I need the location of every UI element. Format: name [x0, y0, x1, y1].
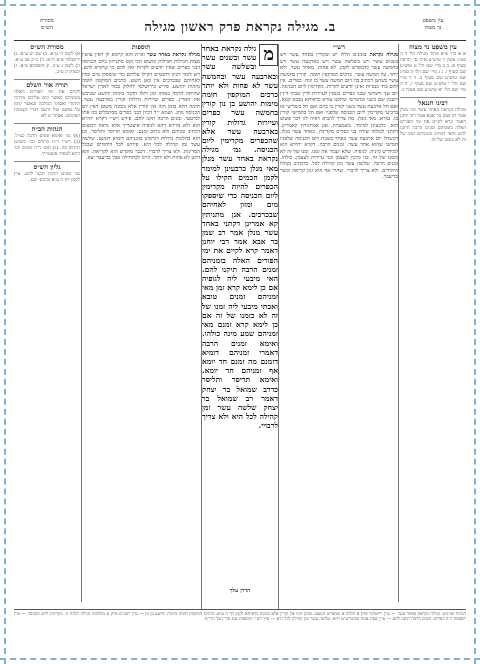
gilyon-hashas-heading: גליון הש״ס [14, 161, 80, 170]
talmud-page [14, 14, 466, 650]
tosafot-text: וא״ת והא קיימא לן דאין עושין מצות חבילות חבילות ומשום הכי נקט מתניתין ביום הכניסה דבני כפרים שאין יודעים לקרות ואין להם מי שיקרא להם. ויש לומר דכיון דחכמים הקילו עליהם כדי שיספקו מים ומזון לאחיהם שבכרכים אין כאן חשש. כרכים המוקפין חומה מימות יהושע. פירש בירושלמי לחלוק כבוד לארץ ישראל שהיתה חרבה באותו זמן ותלו הדבר בימות יהושע שכיבש את הארץ. כפרים ועיירות גדולות קורין בארבעה עשר. תימה דהא בזמן הזה אין קורין אלא בזמנה משום דאין יום הכניסה נוהג. ושמא י״ל דכיון דבני כפרים מסתכלים בה אתו למיטעי. זמנים הרבה תקנו להם. פירש רש״י דקרא יתירא הוא ולא נהירא דהא לגופיה איצטריך אלא נראה דמשום דכתיב זמניהם ולא כתיב זמנם. ואימא תריסר ותליסר. וכן הוא בהלכות גדולות דגרסינן בזמניהם דומיא דזמנם. שלשה עשר זמן קהילה לכל היא. פירוש לכל היהודים שבכל המדינות. ולא צריך לרבויי. דכבר מוקדש הוא לקריאה. והא דתנן לא פחות ולא יותר. היינו לכתחילה אבל בדיעבד יצא. [82, 52, 200, 161]
gilyon-hashas-text: גמ׳ זמנים הרבה תקנו להם. עיין לקמן דף ה ע״א ובתוס׳ שם. [14, 172, 80, 183]
ein-mishpat-text: א א מיי׳ פ״א מהל׳ מגילה הל׳ ד ה סמ״ג עשין ד טוש״ע א״ח סי׳ תרפח סעיף א. ב ב מיי׳ שם הל׳ ט טוש״ע שם סעיף ו. ג ג מיי׳ שם הל׳ ה סמ״ג שם טוש״ע שם סעיף ב. ד ד מיי׳ שם הל׳ י טוש״ע שם סעיף ז. ה ה מיי׳ שם הל׳ יא טוש״ע שם סעיף ב. [400, 52, 466, 93]
ein-mishpat-heading: עין משפט נר מצוה [409, 44, 457, 51]
header-right-line-1: עין משפט [422, 18, 444, 24]
hagahot-habach-heading: הגהות הב״ח [14, 123, 80, 132]
right-dashed-border [474, 0, 476, 664]
tosafot-dibur-hamatchil: מגילה נקראת באחד עשר [147, 52, 200, 59]
torah-or-heading: תורה אור השלם [14, 79, 80, 88]
mesoret-hashas-text: א) לקמן ה׳ ע״א. ב) שם יט ע״א. ג) ירושלמי פ״א ה״א. ד) ב״ק פב ע״א. ה) לקמן ג ע״ב. ו) תוספתא פ״א. ז) יבמות יג ע״ב. [14, 52, 80, 75]
left-margin-column [14, 44, 80, 602]
rashi-dibur-hamatchil: מגילה נקראת [369, 52, 398, 59]
mesoret-hashas-heading: מסורת הש״ס [30, 44, 64, 51]
left-dashed-border [4, 0, 6, 664]
rabbeinu-chananel-heading: רבינו חננאל [400, 97, 466, 106]
hagahot-habach-text: (א) גמ׳ ואימא זמנים הרבה כצ״ל. (ב) רש״י ד״ה כרכים וכו׳ כשושן דכתיב בה. (ג) תוס׳ ד״ה זמנים וכו׳ דהא לגופיה איצטריך. [14, 134, 80, 157]
right-margin-column [400, 44, 466, 602]
page-title: ב. מגילה נקראת פרק ראשון מגילה [144, 20, 336, 35]
header-left-line-2: הש״ס [40, 24, 54, 31]
tosafot-heading: תוספות [131, 44, 151, 51]
rashi-heading: רש״י [333, 44, 345, 51]
rashi-main-divider [278, 44, 279, 610]
bottom-dashed-border [0, 658, 480, 660]
right-column-divider [398, 44, 399, 602]
opening-word: גילה [243, 44, 257, 53]
gemara-text: נקראת באחד עשר ובשנים עשר ובשלשה עשר ובארבעה עשר ובחמשה עשר לא פחות ולא יותר כרכים המוקפין חומה מימות יהושע בן נון קורין בחמשה עשר כפרים ועיירות גדולות קורין בארבעה עשר אלא שהכפרים מקדימין ליום הכניסה. גמ׳ מגילה נקראת באחד עשר מנלן מאי מנלן כדבעינן למימר לקמן חכמים הקילו על הכפרים להיות מקדימין ליום הכניסה כדי שיספקו מים ומזון לאחיהם שבכרכים. אנן מתניתין קא אמרינן דקתני באחד עשר מנלן אמר רב שמן בר אבא אמר רבי יוחנן דאמר קרא לקיים את ימי הפורים האלה בזמניהם זמנים הרבה תיקנו להם. האי מיבעי ליה לגופיה אם כן לימא קרא זמן מאי זמניהם זמנים טובא ואכתי מיבעי ליה זמנו של זה לא כזמנו של זה אם כן לימא קרא זמנם מאי זמניהם שמע מינה כולהו. ואימא זמנים הרבה דאמרי זמניהם דומיא דזמנם מה זמנם חד יומא אף זמניהם חד יומא. ואימא תריסר ותליסר כדרב שמואל בר יצחק דאמר רב שמואל בר יצחק שלשה עשר זמן קהילה לכל היא ולא צריך לרבויי. [202, 44, 278, 431]
tosafot-column [82, 44, 200, 610]
rashi-column [280, 44, 398, 610]
left-column-divider [81, 44, 82, 602]
header-left-line-1: מסורת [40, 18, 54, 24]
gemara-column [202, 44, 278, 586]
header-right-corner [404, 18, 462, 31]
hadran-marker: הדרן עלך [229, 588, 251, 594]
top-dashed-border [0, 4, 480, 6]
page-footer-notes: הגהות וציונים: מגילה נקראת באחד עשר — עיין ירושלמי פרק א הלכה א שמפרש הטעם. ובזמן הזה אין קורין אלא בזמנה כדאיתא לקמן דף ה ע״א. כרכים המוקפין חומה מימות יהושע בן נון — עיין רמב״ם פרק א מהלכות מגילה הלכה ה. מקדימין ליום הכניסה — עיין תוספות ד״ה כפרים. זמנים הרבה תיקנו להם — עיין שפת אמת ובמהרש״א ח״א. שלשה עשר זמן קהילה לכל היא — עיין רש״י ותוספות שם ובר״ן על הרי״ף. [14, 609, 466, 650]
main-tosafot-divider [201, 44, 202, 610]
rashi-text: בזמנים הללו יש שקורין באחד עשר ויש בשנים עשר ויש בשלשה עשר ויש בארבעה עשר ויש בחמשה עשר כדמפרש לקמן. לא פחות. מאחד עשר. ולא יותר. על חמשה עשר. כרכים המוקפין חומה. קורין בחמשה עשר כשושן דכתיב בה ויום חמשה עשר בו ונוח. כפרים. אין להם בתי כנסיות ואינן יודעים לקרות. מקדימין ליום הכניסה. יום שני וחמישי שבני כפרים נכנסין לעיירות לדין שבתי דינין יושבין שם בשני ובחמישי שתקנו עזרא כדאיתא בבבא קמא. ואם חל ארבעה עשר בשני קורין בו ביום ואם חל בשלישי או ברביעי מקדימין ליום הכניסה שלפניו ואם חל בחמישי קורין בו. גמרא. מאי מנלן. מה צריך להביא ראיה לזו דבר פשוט הוא. כדבעינן למימר. בשמעתין. אנן אמתניתין קאמרינן. דקתני לכולהו שיהיו בני כפרים מקדימין. באחד עשר מנלן. דכשחל יום ארבעה עשר באחד בשבת ויום הכניסה שלפניו חמישי שהוא אחד עשר. זמנים הרבה. דקרא יתירא הוא למידרש מיניה. לגופיה. שלא יעבור את זמנו. זמנו של זה לא כזמנו של זה. בני כרכין לעצמן ובני עיירות לעצמן. כולהו. זמנים הרבה. שלשה עשר זמן קהילה לכל. כדכתיב נקהלו היהודים. ולא צריך לרבויי. שהרי אף הוא זמן קריאה וכשר בדיעבד. [280, 52, 398, 181]
opening-letter: מ [259, 44, 278, 66]
rabbeinu-chananel-text: מגילה נקראת באחד עשר וכו׳ מנלן אמר רב שמן בר אבא אמר רבי יוחנן דאמר קרא לקיים את ימי הפורים האלה בזמניהם זמנים הרבה תיקנו להם והאי דכתיב בזמניהם זמנו של זה לא כזמנו של זה. [400, 108, 466, 143]
page-header [14, 14, 466, 41]
header-right-line-2: נר מצוה [424, 24, 442, 31]
header-left-corner [18, 18, 76, 31]
torah-or-text: לקיים את ימי הפורים האלה בזמניהם כאשר קים עליהם מרדכי היהודי ואסתר המלכה וכאשר קימו על נפשם ועל זרעם דברי הצומות וזעקתם. אסתר ט לא [14, 90, 80, 119]
